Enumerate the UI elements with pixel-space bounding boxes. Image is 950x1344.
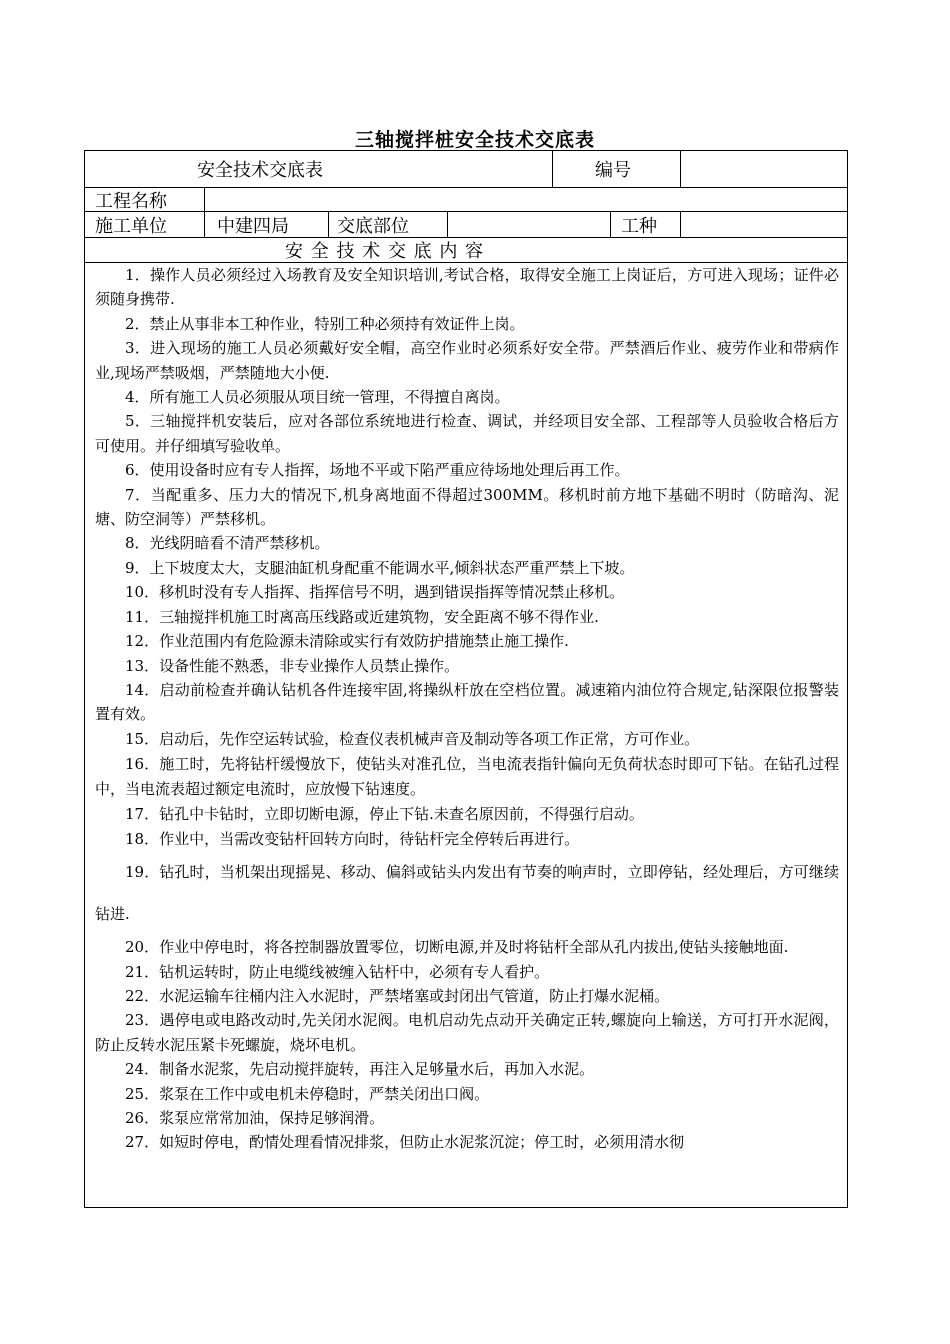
list-item: 16．施工时，先将钻杆缓慢放下，使钻头对准孔位，当电流表指针偏向无负荷状态时即可下钻。在钻孔过程中，当电流表超过额定电流时，应放慢下钻速度。	[95, 754, 839, 799]
form-name: 安全技术交底表	[197, 160, 323, 181]
list-item: 23．遇停电或电路改动时,先关闭水泥阀。电机启动先点动开关确定正转,螺旋向上输送，方可打开水泥阀，防止反转水泥压紧卡死螺旋，烧坏电机。	[95, 1011, 839, 1054]
content-heading-cell	[85, 238, 847, 262]
unit-row	[85, 212, 847, 238]
unit-label-cell	[85, 212, 205, 237]
form-name-row	[85, 151, 847, 188]
part-label: 交底部位	[337, 215, 409, 237]
list-item: 15．启动后，先作空运转试验，检查仪表机械声音及制动等各项工作正常，方可作业。	[125, 729, 700, 748]
trade-label: 工种	[621, 215, 657, 237]
list-item: 22．水泥运输车往桶内注入水泥时，严禁堵塞或封闭出气管道，防止打爆水泥桶。	[125, 986, 670, 1005]
disclosure-content	[85, 263, 847, 1155]
unit-label: 施工单位	[95, 215, 167, 237]
list-item: 8．光线阴暗看不清严禁移机。	[125, 534, 330, 553]
list-item: 10．移机时没有专人指挥、指挥信号不明，遇到错误指挥等情况禁止移机。	[125, 583, 625, 602]
list-item: 25．浆泵在工作中或电机未停稳时，严禁关闭出口阀。	[125, 1084, 490, 1103]
list-item: 26．浆泵应常常加油，保持足够润滑。	[125, 1108, 385, 1127]
list-item: 9．上下坡度太大，支腿油缸机身配重不能调水平,倾斜状态严重严禁上下坡。	[125, 558, 635, 577]
document-title: 三轴搅拌桩安全技术交底表	[354, 129, 595, 151]
unit-value[interactable]: 中建四局	[217, 215, 289, 237]
list-item: 18．作业中，当需改变钻杆回转方向时，待钻杆完全停转后再进行。	[125, 829, 580, 848]
list-item: 24．制备水泥浆，先启动搅拌旋转，再注入足够量水后，再加入水泥。	[125, 1060, 595, 1079]
list-item: 20．作业中停电时，将各控制器放置零位，切断电源,并及时将钻杆全部从孔内拔出,使钻头接触地面.	[125, 938, 789, 957]
list-item: 19．钻孔时，当机架出现摇晃、移动、偏斜或钻头内发出有节奏的响声时，立即停钻，经处理后，方可继续钻进.	[95, 863, 839, 924]
trade-value-cell[interactable]	[681, 212, 847, 237]
trade-label-cell	[611, 212, 681, 237]
project-row	[85, 188, 847, 212]
list-item: 5．三轴搅拌机安装后，应对各部位系统地进行检查、调试，并经项目安全部、工程部等人员验收合格后方可使用。并仔细填写验收单。	[95, 412, 839, 455]
list-item: 12．作业范围内有危险源未清除或实行有效防护措施禁止施工操作.	[125, 632, 569, 651]
number-label: 编号	[595, 160, 631, 181]
list-item: 17．钻孔中卡钻时，立即切断电源，停止下钻.未查名原因前，不得强行启动。	[125, 805, 644, 824]
project-label-cell	[85, 188, 205, 211]
form-name-cell	[85, 151, 553, 187]
list-item: 27．如短时停电，酌情处理看情况排浆，但防止水泥浆沉淀；停工时，必须用清水彻	[125, 1133, 685, 1152]
content-heading: 安 全 技 术 交 底 内 容	[285, 241, 485, 262]
project-value-cell[interactable]	[205, 188, 847, 211]
list-item: 2．禁止从事非本工种作业，特别工种必须持有效证件上岗。	[125, 314, 525, 333]
part-value-cell[interactable]	[448, 212, 611, 237]
unit-value-cell[interactable]	[205, 212, 329, 237]
disclosure-form	[84, 150, 848, 1208]
project-label: 工程名称	[95, 190, 167, 212]
list-item: 14．启动前检查并确认钻机各件连接牢固,将操纵杆放在空档位置。减速箱内油位符合规定,钻深限位报警装置有效。	[95, 680, 839, 724]
number-value-cell[interactable]	[681, 151, 847, 187]
list-item: 21．钻机运转时，防止电缆线被缠入钻杆中，必须有专人看护。	[125, 962, 550, 981]
part-label-cell	[329, 212, 448, 237]
list-item: 1．操作人员必须经过入场教育及安全知识培训,考试合格，取得安全施工上岗证后，方可进入现场；证件必须随身携带.	[95, 266, 839, 309]
list-item: 4．所有施工人员必须服从项目统一管理，不得擅自离岗。	[125, 388, 510, 407]
list-item: 6．使用设备时应有专人指挥，场地不平或下陷严重应待场地处理后再工作。	[125, 461, 630, 480]
list-item: 3．进入现场的施工人员必须戴好安全帽，高空作业时必须系好安全带。严禁酒后作业、疲劳作业和带病作业,现场严禁吸烟，严禁随地大小便.	[95, 339, 839, 382]
content-heading-row	[85, 238, 847, 263]
list-item: 7．当配重多、压力大的情况下,机身离地面不得超过300MM。移机时前方地下基础不明时（防暗沟、泥塘、防空洞等）严禁移机。	[95, 485, 839, 529]
number-label-cell	[553, 151, 681, 187]
list-item: 11．三轴搅拌机施工时离高压线路或近建筑物，安全距离不够不得作业.	[125, 607, 599, 626]
list-item: 13．设备性能不熟悉，非专业操作人员禁止操作。	[125, 656, 460, 675]
